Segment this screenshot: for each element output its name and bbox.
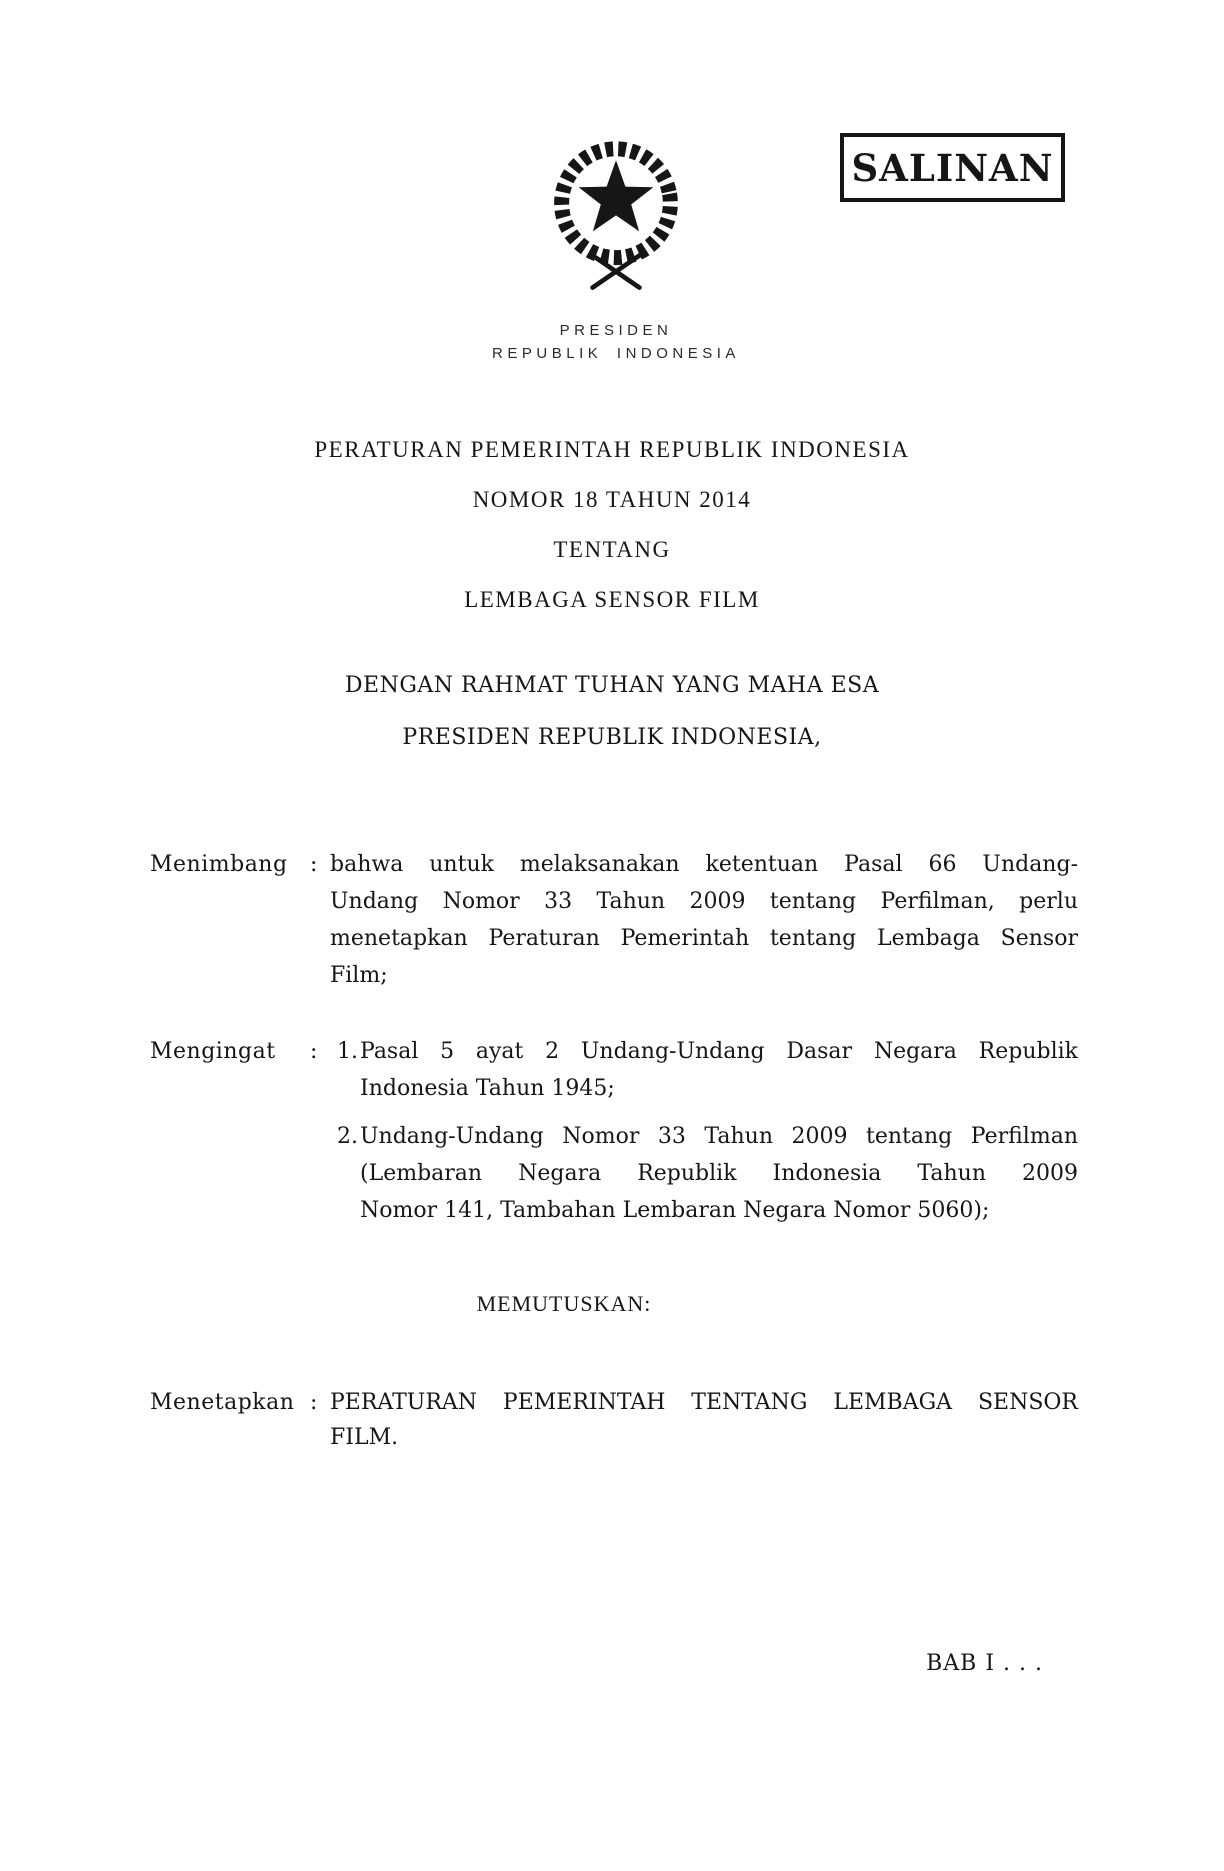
item-text xyxy=(360,1118,1078,1229)
text-line: Undang Nomor 33 Tahun 2009 tentang Perfilman, perlu xyxy=(330,889,1078,914)
enacting-text xyxy=(330,1385,1078,1455)
invocation-line-presiden: PRESIDEN REPUBLIK INDONESIA, xyxy=(402,725,822,750)
recalling-colon: : xyxy=(310,1039,318,1064)
recalling-section xyxy=(150,1033,1078,1229)
item-number: 2. xyxy=(337,1124,358,1149)
legal-basis-item xyxy=(330,1118,1078,1229)
text-line: Pasal 5 ayat 2 Undang-Undang Dasar Negara Republik xyxy=(360,1039,1078,1064)
text-line: (Lembaran Negara Republik Indonesia Tahun 2009 xyxy=(360,1161,1078,1186)
letterhead-republik-indonesia: REPUBLIK INDONESIA xyxy=(492,345,740,362)
legal-basis-item xyxy=(330,1033,1078,1107)
text-line: Undang-Undang Nomor 33 Tahun 2009 tentang Perfilman xyxy=(360,1124,1078,1149)
title-line-subject: LEMBAGA SENSOR FILM xyxy=(464,587,760,612)
invocation xyxy=(0,660,1224,764)
title-line-peraturan: PERATURAN PEMERINTAH REPUBLIK INDONESIA xyxy=(314,437,910,462)
text-line: Indonesia Tahun 1945; xyxy=(360,1076,615,1101)
enacting-section xyxy=(150,1385,1078,1455)
salinan-stamp xyxy=(840,133,1065,202)
enacting-label: Menetapkan xyxy=(150,1390,295,1415)
item-text xyxy=(360,1033,1078,1107)
item-number: 1. xyxy=(337,1039,358,1064)
regulation-title xyxy=(0,425,1224,625)
title-line-tentang: TENTANG xyxy=(553,537,671,562)
text-line: menetapkan Peraturan Pemerintah tentang Lembaga Sensor xyxy=(330,926,1078,951)
text-line: Nomor 141, Tambahan Lembaran Negara Nomor 5060); xyxy=(360,1198,990,1223)
considering-label: Menimbang xyxy=(150,852,288,877)
text-line: Film; xyxy=(330,963,388,988)
considering-colon: : xyxy=(310,852,318,877)
presidential-seal-icon xyxy=(541,131,691,297)
seal-graphic xyxy=(541,131,691,297)
considering-section xyxy=(150,846,1078,994)
considering-text xyxy=(330,846,1078,994)
decision-heading: MEMUTUSKAN: xyxy=(476,1291,652,1316)
text-line: FILM. xyxy=(330,1425,399,1450)
recalling-items xyxy=(330,1033,1078,1229)
text-line: bahwa untuk melaksanakan ketentuan Pasal 66 Undang- xyxy=(330,852,1078,877)
letterhead xyxy=(0,319,1224,365)
recalling-label: Mengingat xyxy=(150,1039,276,1064)
title-line-nomor: NOMOR 18 TAHUN 2014 xyxy=(472,487,752,512)
enacting-colon: : xyxy=(310,1390,318,1415)
text-line: PERATURAN PEMERINTAH TENTANG LEMBAGA SENSOR xyxy=(330,1390,1078,1415)
star-icon xyxy=(579,160,654,231)
salinan-stamp-label: SALINAN xyxy=(851,145,1054,190)
invocation-line-rahmat: DENGAN RAHMAT TUHAN YANG MAHA ESA xyxy=(344,673,880,698)
page-continuation-marker: BAB I . . . xyxy=(926,1651,1043,1676)
letterhead-presiden: PRESIDEN xyxy=(559,322,673,339)
